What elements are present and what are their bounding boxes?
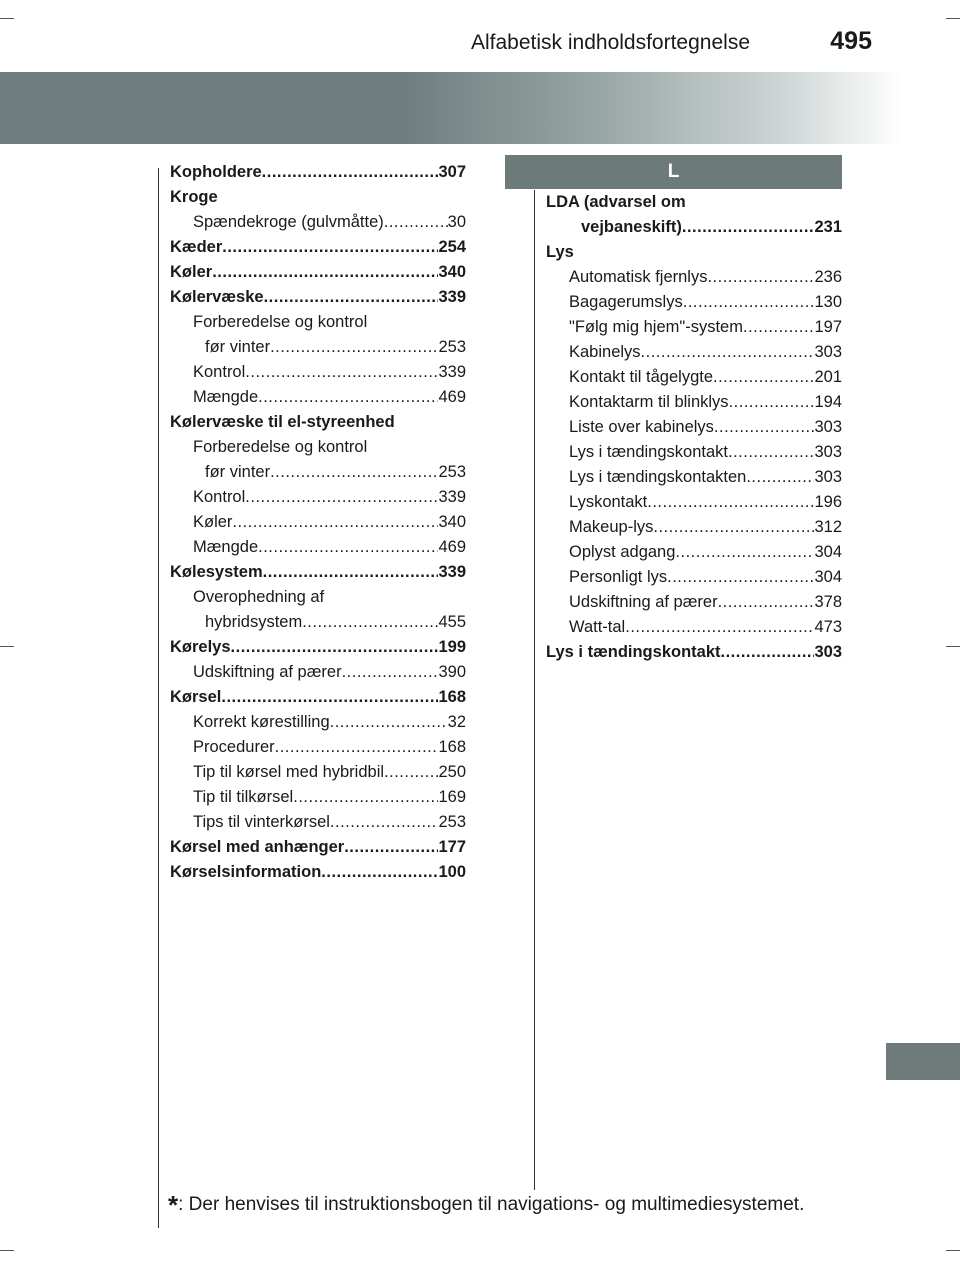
index-entry-term: Tip til kørsel med hybridbil [193,763,385,781]
dot-leader [746,465,814,490]
header-title: Alfabetisk indholdsfortegnelse [470,31,750,54]
index-entry [546,440,842,465]
index-entry [170,435,466,460]
chapter-tab [886,1043,960,1080]
index-entry-page: 469 [438,388,466,406]
index-entry-term: Kørsel med anhænger [170,838,345,856]
index-entry-term: Kontaktarm til blinklys [569,393,729,411]
index-entry-page: 32 [447,713,466,731]
index-entry-term: Kæder [170,238,223,256]
index-entry [546,590,842,615]
index-entry-term: Personligt lys [569,568,668,586]
index-entry-term: Forberedelse og kontrol [193,313,368,331]
index-entry [170,710,466,735]
index-entry-term: LDA (advarsel om [546,193,686,211]
index-entry-page: 390 [438,663,466,681]
dot-leader [221,685,438,710]
index-entry [546,465,842,490]
index-entry-page: 339 [438,363,466,381]
index-entry-term: Tips til vinterkørsel [193,813,330,831]
index-entry-page: 168 [438,738,466,756]
index-entry [170,835,466,860]
index-entry-page: 253 [438,813,466,831]
dot-leader [344,835,438,860]
dot-leader [258,385,438,410]
index-entry-page: 340 [438,263,466,281]
index-entry [170,185,466,210]
index-entry-term: Mængde [193,538,259,556]
dot-leader [302,610,438,635]
index-entry-term: "Følg mig hjem"-system [569,318,743,336]
index-entry [546,365,842,390]
index-entry-term: vejbaneskift) [581,218,682,236]
index-entry [546,640,842,665]
dot-leader [342,660,439,685]
index-entry-term: Kørsel [170,688,222,706]
index-entry-page: 469 [438,538,466,556]
footnote [168,1190,858,1221]
index-entry [170,785,466,810]
index-entry-page: 100 [438,863,466,881]
index-entry-page: 196 [814,493,842,511]
index-entry-term: før vinter [205,338,271,356]
index-entry [546,215,842,240]
dot-leader [721,640,815,665]
dot-leader [384,760,438,785]
dot-leader [718,590,815,615]
dot-leader [245,485,438,510]
crop-mark [946,1250,960,1251]
dot-leader [330,710,448,735]
index-entry [546,390,842,415]
index-entry-page: 303 [814,343,842,361]
dot-leader [264,285,439,310]
index-entry [170,510,466,535]
index-entry-page: 378 [814,593,842,611]
index-entry-page: 250 [438,763,466,781]
index-entry-term: Mængde [193,388,259,406]
index-entry [170,460,466,485]
index-entry-term: Lys i tændingskontakt [569,443,728,461]
index-entry [546,615,842,640]
index-entry-page: 312 [814,518,842,536]
footnote-text: : Der henvises til instruktionsbogen til navigations- og multimediesystemet. [178,1194,805,1215]
column-divider [534,190,535,1190]
section-header-letter: L [505,155,842,189]
index-entry-term: Watt-tal [569,618,626,636]
index-entry-term: Kroge [170,188,218,206]
dot-leader [641,340,815,365]
index-entry-term: Kontakt til tågelygte [569,368,714,386]
dot-leader [321,860,438,885]
index-entry-term: Spændekroge (gulvmåtte) [193,213,384,231]
index-entry-term: Kørselsinformation [170,863,322,881]
dot-leader [384,210,448,235]
index-entry-page: 307 [438,163,466,181]
dot-leader [258,535,438,560]
index-entry [170,810,466,835]
index-entry-page: 236 [814,268,842,286]
dot-leader [263,560,439,585]
crop-mark [0,646,14,647]
index-entry [170,560,466,585]
footnote-marker: * [168,1190,179,1220]
index-entry-term: Kabinelys [569,343,641,361]
index-column-right [546,190,842,665]
index-entry-term: Lys [546,243,574,261]
index-entry [170,635,466,660]
dot-leader [270,460,438,485]
header-banner [0,72,960,144]
index-entry-page: 253 [438,338,466,356]
dot-leader [682,215,815,240]
dot-leader [262,160,439,185]
crop-mark [946,646,960,647]
index-entry [170,610,466,635]
dot-leader [713,365,814,390]
index-entry [170,760,466,785]
index-entry-term: Kølervæske [170,288,264,306]
index-entry-term: Forberedelse og kontrol [193,438,368,456]
dot-leader [653,515,814,540]
crop-mark [0,1250,14,1251]
index-entry-page: 130 [814,293,842,311]
page-header [0,0,960,62]
index-entry [546,265,842,290]
index-entry [170,660,466,685]
index-entry [170,235,466,260]
index-entry-term: hybridsystem [205,613,303,631]
index-entry-page: 303 [814,468,842,486]
index-entry-page: 177 [438,838,466,856]
dot-leader [707,265,814,290]
index-entry-page: 169 [438,788,466,806]
page-number: 495 [830,27,872,55]
dot-leader [222,235,438,260]
dot-leader [625,615,814,640]
left-margin-rule [158,168,159,1228]
index-entry-term: Kontrol [193,363,246,381]
dot-leader [245,360,438,385]
index-entry [170,410,466,435]
index-entry-term: Liste over kabinelys [569,418,714,436]
index-entry-page: 199 [438,638,466,656]
index-entry [546,540,842,565]
index-entry-term: Korrekt kørestilling [193,713,330,731]
index-entry-term: Kontrol [193,488,246,506]
index-entry [170,485,466,510]
index-entry [170,210,466,235]
index-entry [546,240,842,265]
index-entry [546,190,842,215]
index-entry [546,315,842,340]
dot-leader [270,335,438,360]
index-entry-page: 303 [814,643,842,661]
index-entry-page: 168 [438,688,466,706]
index-entry-page: 339 [438,488,466,506]
dot-leader [729,390,815,415]
index-entry-page: 304 [814,543,842,561]
index-entry-page: 201 [814,368,842,386]
index-entry [170,160,466,185]
dot-leader [231,635,439,660]
index-entry [546,515,842,540]
index-entry-term: før vinter [205,463,271,481]
index-entry-term: Køler [170,263,213,281]
dot-leader [232,510,438,535]
index-entry [170,285,466,310]
index-entry [546,565,842,590]
dot-leader [293,785,438,810]
dot-leader [212,260,438,285]
index-entry-page: 339 [438,563,466,581]
index-entry-page: 194 [814,393,842,411]
index-entry-page: 197 [814,318,842,336]
index-entry-term: Tip til tilkørsel [193,788,294,806]
index-entry-term: Bagagerumslys [569,293,683,311]
index-entry-term: Procedurer [193,738,275,756]
index-entry [170,360,466,385]
dot-leader [743,315,814,340]
index-entry-term: Automatisk fjernlys [569,268,708,286]
index-column-left [170,160,466,885]
index-entry-page: 304 [814,568,842,586]
index-entry-term: Udskiftning af pærer [193,663,342,681]
dot-leader [667,565,814,590]
index-entry-page: 30 [447,213,466,231]
index-entry [546,415,842,440]
index-entry-term: Kølesystem [170,563,263,581]
index-entry-term: Oplyst adgang [569,543,676,561]
index-entry-page: 339 [438,288,466,306]
index-entry-term: Makeup-lys [569,518,654,536]
index-entry [170,585,466,610]
index-entry [170,385,466,410]
index-entry-term: Kopholdere [170,163,262,181]
index-entry [170,535,466,560]
index-entry-page: 254 [438,238,466,256]
index-entry-term: Lys i tændingskontakten [569,468,747,486]
dot-leader [714,415,815,440]
index-entry-term: Kølervæske til el-styreenhed [170,413,395,431]
index-entry [546,290,842,315]
index-entry [546,340,842,365]
index-entry [170,735,466,760]
dot-leader [675,540,814,565]
dot-leader [647,490,814,515]
index-entry-term: Udskiftning af pærer [569,593,718,611]
index-entry-page: 455 [438,613,466,631]
index-entry-term: Lys i tændingskontakt [546,643,721,661]
index-entry [170,310,466,335]
index-entry [170,335,466,360]
index-entry-page: 231 [814,218,842,236]
index-entry-page: 253 [438,463,466,481]
index-entry-term: Lyskontakt [569,493,648,511]
index-entry [170,260,466,285]
dot-leader [728,440,814,465]
index-entry-term: Kørelys [170,638,231,656]
dot-leader [330,810,439,835]
dot-leader [275,735,439,760]
index-entry [546,490,842,515]
dot-leader [683,290,815,315]
index-entry-page: 473 [814,618,842,636]
index-entry [170,860,466,885]
index-entry-page: 303 [814,443,842,461]
index-entry-term: Overophedning af [193,588,325,606]
index-entry-page: 303 [814,418,842,436]
index-entry-term: Køler [193,513,233,531]
index-entry [170,685,466,710]
index-entry-page: 340 [438,513,466,531]
